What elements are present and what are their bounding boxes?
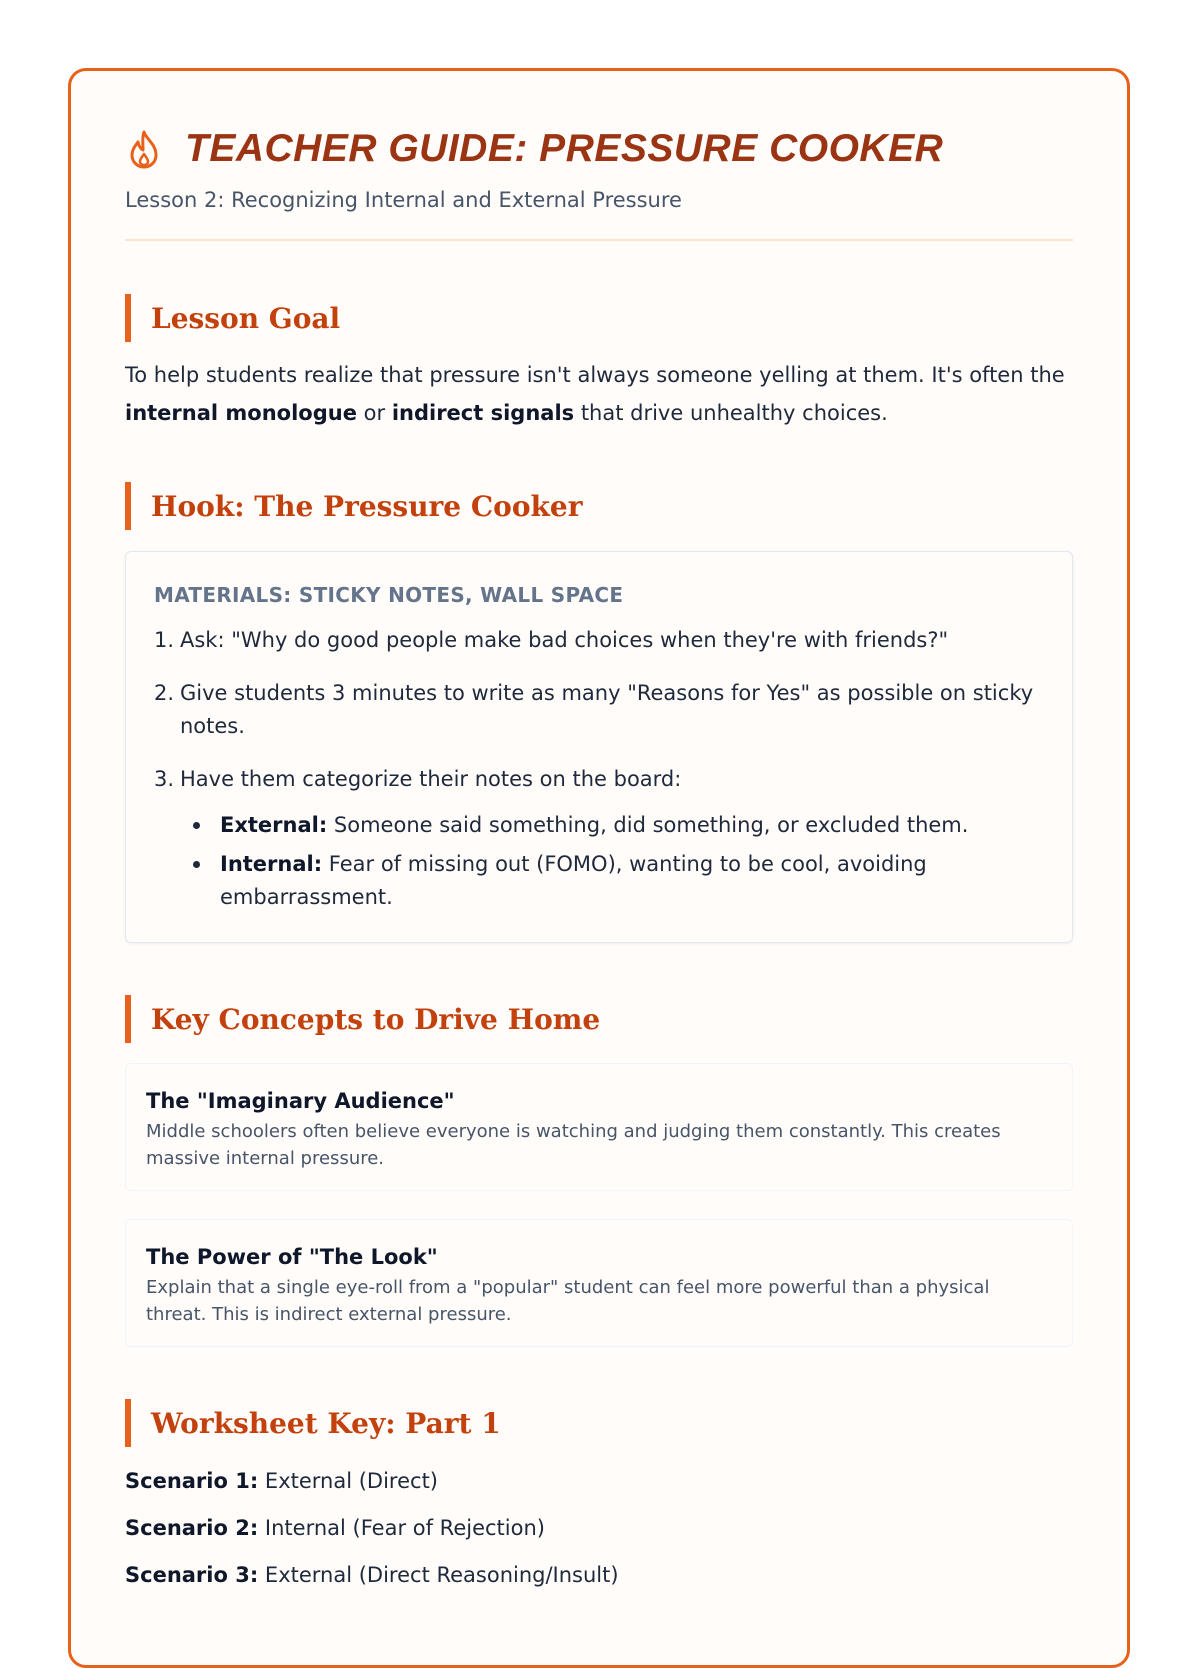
title-row <box>125 123 1073 175</box>
category-bullets <box>180 809 1044 914</box>
step-number: 3. <box>154 767 175 791</box>
hook-steps-list <box>154 624 1044 920</box>
answer-label: Scenario 3: <box>125 1563 259 1587</box>
answer-value: External (Direct Reasoning/Insult) <box>258 1563 619 1587</box>
answer-label: Scenario 2: <box>125 1516 259 1540</box>
concept-description: Middle schoolers often believe everyone is watching and judging them constantly. This creates massive internal pressure. <box>146 1121 1001 1169</box>
bullet-content <box>220 809 968 842</box>
answer-value: External (Direct) <box>258 1469 438 1493</box>
answer-row <box>125 1559 1073 1606</box>
lesson-goal-text <box>125 356 1073 432</box>
concept-description: Explain that a single eye-roll from a "popular" student can feel more powerful than a physical threat. This is indirect external pressure. <box>146 1277 990 1325</box>
bullet-content <box>220 848 1044 914</box>
materials-label: MATERIALS: STICKY NOTES, WALL SPACE <box>154 583 624 607</box>
answer-label: Scenario 1: <box>125 1469 259 1493</box>
worksheet-answers <box>125 1465 1073 1606</box>
bullet-text: Fear of missing out (FOMO), wanting to be cool, avoiding embarrassment. <box>220 852 927 909</box>
goal-emphasis-internal-monologue: internal monologue <box>125 401 357 425</box>
bullet-item-internal <box>180 848 1044 914</box>
bullet-text: Someone said something, did something, or excluded them. <box>327 813 969 837</box>
goal-text-part: that drive unhealthy choices. <box>574 401 888 425</box>
bullet-label: External: <box>220 813 328 837</box>
goal-emphasis-indirect-signals: indirect signals <box>391 401 575 425</box>
bullet-item-external <box>180 809 1044 842</box>
hook-step <box>154 763 1044 920</box>
step-number: 2. <box>154 681 175 705</box>
header-divider <box>125 239 1073 241</box>
section-heading-lesson-goal: Lesson Goal <box>125 294 1073 342</box>
step-text: Have them categorize their notes on the board: <box>180 767 682 791</box>
bullet-dot <box>180 809 220 842</box>
flame-icon <box>127 129 161 169</box>
teacher-guide-card <box>68 68 1130 1668</box>
hook-step <box>154 624 1044 657</box>
section-heading-key-concepts: Key Concepts to Drive Home <box>125 995 1073 1043</box>
page-title: TEACHER GUIDE: PRESSURE COOKER <box>185 127 944 170</box>
concept-card-imaginary-audience <box>125 1063 1073 1191</box>
concept-title: The Power of "The Look" <box>146 1245 438 1269</box>
hook-step <box>154 677 1044 743</box>
hook-materials-box <box>125 551 1073 943</box>
answer-row <box>125 1512 1073 1559</box>
goal-text-part: or <box>356 401 392 425</box>
goal-text-part: To help students realize that pressure isn't always someone yelling at them. It's often the <box>125 363 1065 387</box>
answer-value: Internal (Fear of Rejection) <box>258 1516 545 1540</box>
concept-title: The "Imaginary Audience" <box>146 1089 455 1113</box>
section-heading-worksheet-key: Worksheet Key: Part 1 <box>125 1399 1073 1447</box>
bullet-label: Internal: <box>220 852 323 876</box>
step-text: Ask: "Why do good people make bad choices when they're with friends?" <box>180 628 949 652</box>
section-heading-hook: Hook: The Pressure Cooker <box>125 482 1073 530</box>
concept-card-the-look <box>125 1219 1073 1347</box>
answer-row <box>125 1465 1073 1512</box>
page-subtitle: Lesson 2: Recognizing Internal and External Pressure <box>125 188 682 212</box>
step-number: 1. <box>154 628 175 652</box>
step-body <box>180 763 1044 920</box>
bullet-dot <box>180 848 220 914</box>
step-text: Give students 3 minutes to write as many "Reasons for Yes" as possible on sticky notes. <box>180 681 1034 738</box>
